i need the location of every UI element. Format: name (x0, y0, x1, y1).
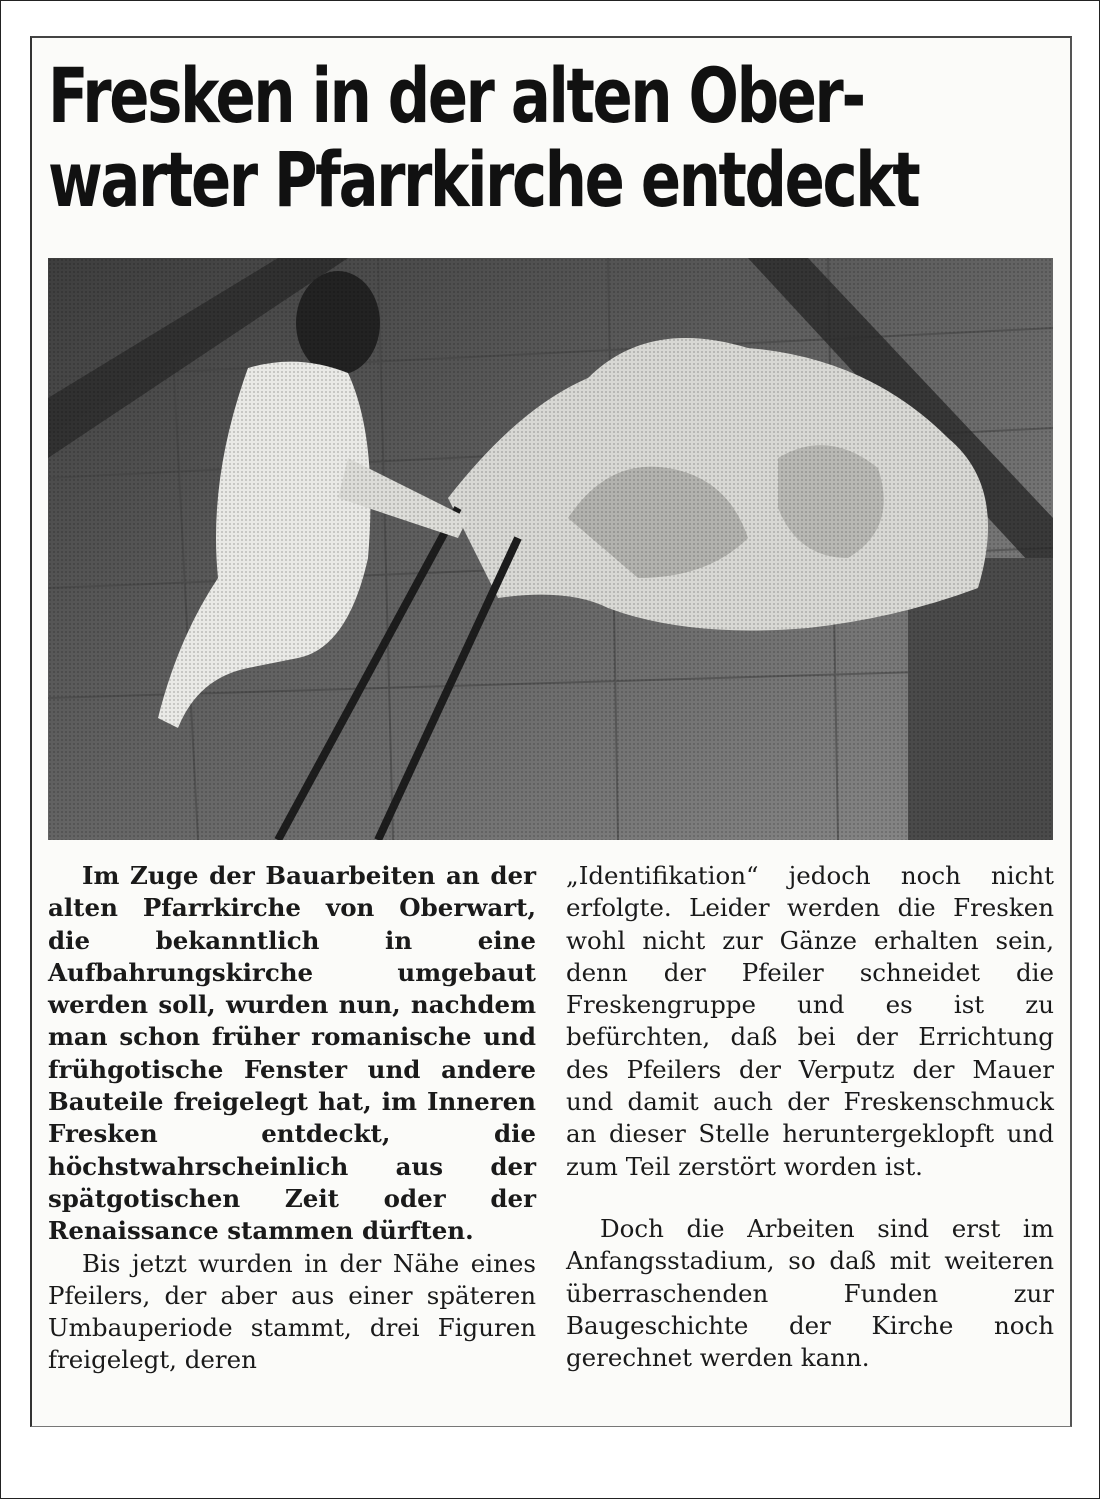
article-paragraph: Im Zuge der Bauarbeiten an der alten Pfarrkirche von Oberwart, die bekanntlich in eine Aufbahrungskirche umgebaut werden soll, wurden nun, nachdem man schon früher romanische und frühgotische Fenster und andere Bauteile freigelegt hat, im Inneren Fresken entdeckt, die höchstwahrscheinlich aus der spätgotischen Zeit oder der Renaissance stammen dürften. (48, 861, 536, 1246)
headline (48, 51, 1046, 224)
news-photo (48, 258, 1053, 840)
article-column-left (48, 860, 536, 1377)
article-paragraph: Doch die Arbeiten sind erst im Anfangsstadium, so daß mit weiteren überraschenden Funden zur Baugeschichte der Kirche noch gerechnet werden kann. (566, 1213, 1054, 1373)
newspaper-clipping (30, 36, 1072, 1427)
article-paragraph: „Identifikation“ jedoch noch nicht erfolgte. Leider werden die Fresken wohl nicht zur Gänze erhalten sein, denn der Pfeiler schneidet die Freskengruppe und es ist zu befürchten, daß bei der Errichtung des Pfeilers der Verputz der Mauer und damit auch der Freskenschmuck an dieser Stelle heruntergeklopft und zum Teil zerstört worden ist. (566, 861, 1054, 1181)
headline-line-1: Fresken in der alten Ober- (48, 51, 864, 140)
photo-icon (48, 258, 1053, 840)
article-column-right (566, 860, 1054, 1374)
headline-line-2: warter Pfarrkirche entdeckt (48, 135, 919, 224)
article-paragraph: Bis jetzt wurden in der Nähe eines Pfeilers, der aber aus einer späteren Umbauperiode stammt, drei Figuren freigelegt, deren (48, 1248, 536, 1375)
